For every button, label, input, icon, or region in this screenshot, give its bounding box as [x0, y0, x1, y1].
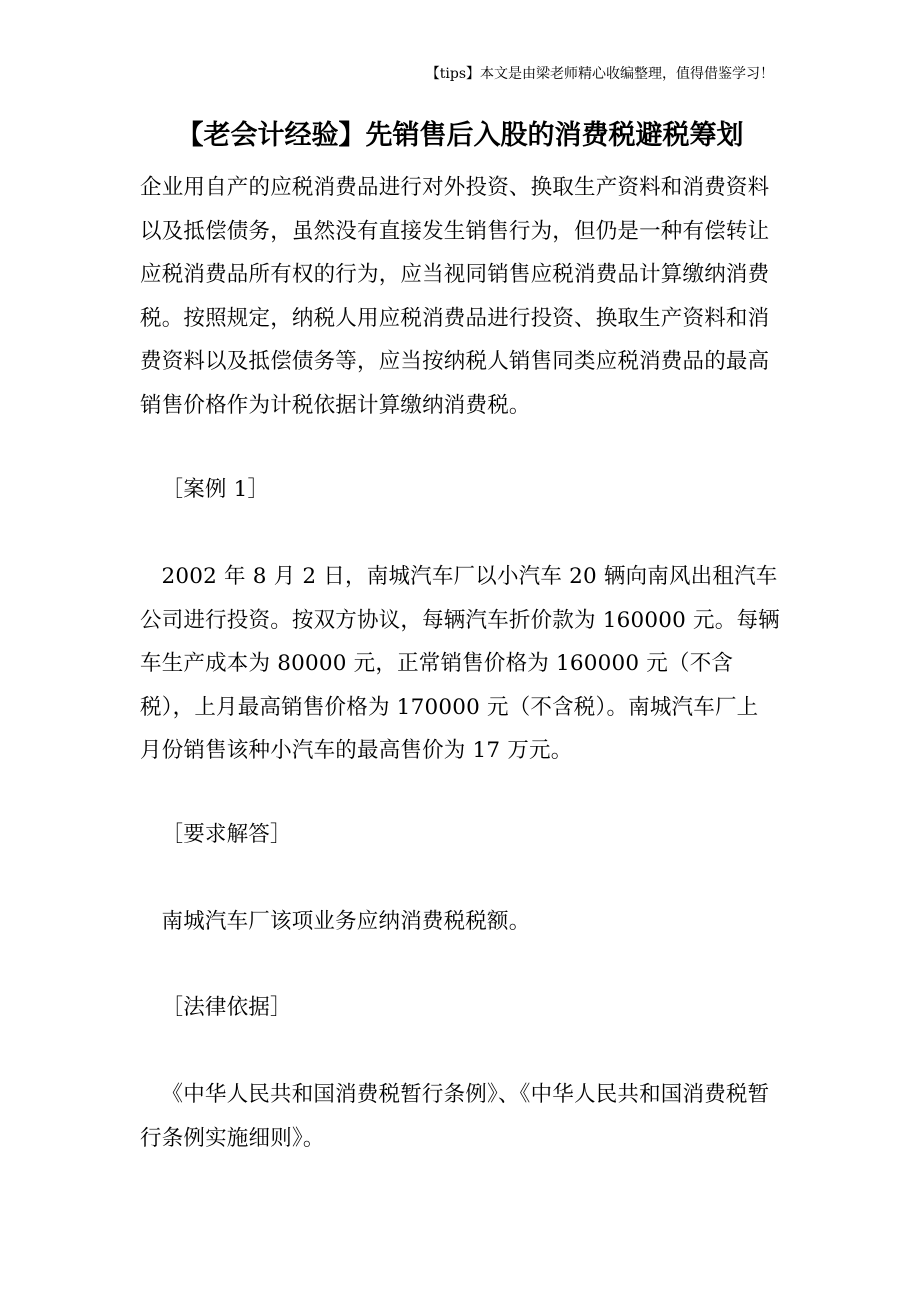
requirement-heading: ［要求解答］	[161, 822, 292, 847]
case-paragraph: 2002 年 8 月 2 日，南城汽车厂以小汽车 20 辆向南风出租汽车公司进行投资。按双方协议，每辆汽车折价款为 160000 元。每辆车生产成本为 80000 元，正常销售价格为 160000 元（不含税），上月最高销售价格为 170000 元（不含税）。南城汽车厂上月份销售该种小汽车的最高售价为 17 万元。	[140, 564, 780, 763]
tips-note: 【tips】本文是由梁老师精心收编整理，值得借鉴学习！	[425, 66, 774, 82]
case-heading: ［案例 1］	[161, 477, 270, 502]
legal-paragraph: 《中华人民共和国消费税暂行条例》、《中华人民共和国消费税暂行条例实施细则》。	[140, 1082, 770, 1151]
legal-heading: ［法律依据］	[161, 995, 292, 1020]
document-title: 【老会计经验】先销售后入股的消费税避税筹划	[176, 120, 744, 151]
intro-paragraph: 企业用自产的应税消费品进行对外投资、换取生产资料和消费资料以及抵偿债务，虽然没有直接发生销售行为，但仍是一种有偿转让应税消费品所有权的行为，应当视同销售应税消费品计算缴纳消费税。按照规定，纳税人用应税消费品进行投资、换取生产资料和消费资料以及抵偿债务等，应当按纳税人销售同类应税消费品的最高销售价格作为计税依据计算缴纳消费税。	[140, 175, 770, 418]
requirement-paragraph: 南城汽车厂该项业务应纳消费税税额。	[161, 909, 531, 934]
